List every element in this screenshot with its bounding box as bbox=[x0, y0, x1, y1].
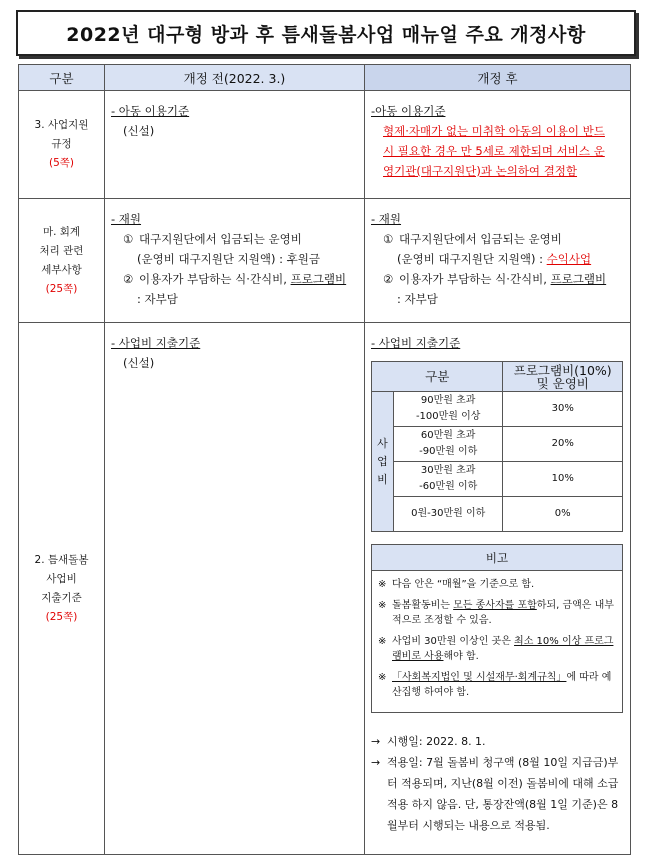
remark-item: ※ 사업비 30만원 이상인 곳은 최소 10% 이상 프로그램비로 사용해야 함. bbox=[378, 636, 614, 662]
page-ref: (25쪽) bbox=[45, 610, 78, 623]
expense-rate-table bbox=[371, 361, 623, 532]
table-row bbox=[19, 91, 631, 199]
row-category: 마. 회계 처리 관련 세부사항 (25쪽) bbox=[19, 199, 105, 323]
rate-row: 사 업 비 90만원 초과 -100만원 이상 30% bbox=[372, 392, 623, 427]
section-heading: - 아동 이용기준 bbox=[111, 104, 190, 118]
revision-table bbox=[18, 64, 631, 855]
row-category: 3. 사업지원 규정 (5쪽) bbox=[19, 91, 105, 199]
remark-item: ※ 「사회복지법인 및 시설재무·회계규칙」에 따라 예산집행 하여야 함. bbox=[378, 672, 612, 698]
rate-header-category: 구분 bbox=[372, 362, 503, 392]
before-cell: - 사업비 지출기준 (신설) bbox=[105, 323, 365, 855]
table-row bbox=[19, 323, 631, 855]
arrow-icon: → bbox=[371, 735, 381, 748]
header-row bbox=[19, 65, 631, 91]
remarks-title: 비고 bbox=[372, 545, 622, 571]
rate-header-rate: 프로그램비(10%) 및 운영비 bbox=[503, 362, 623, 392]
rate-row: 0원-30만원 이하 0% bbox=[372, 497, 623, 532]
remark-item: ※ 돌봄활동비는 모든 종사자를 포함하되, 금액은 내부적으로 조정할 수 있음. bbox=[378, 600, 614, 626]
effective-date: → 시행일: 2022. 8. 1. bbox=[371, 731, 624, 752]
after-cell: - 재원 ① 대구지원단에서 입금되는 운영비 (운영비 대구지원단 지원액) : 수익사업 ② 이용자가 부담하는 식·간식비, 프로그램비 : 자부담 bbox=[365, 199, 631, 323]
section-heading: - 사업비 지출기준 bbox=[371, 336, 461, 350]
section-heading: - 재원 bbox=[111, 212, 142, 226]
arrow-icon: → bbox=[371, 756, 381, 769]
table-row bbox=[19, 199, 631, 323]
application-date: → 적용일: 7월 돌봄비 청구액 (8월 10일 지급금)부터 적용되며, 지난(8월 이전) 돌봄비에 대해 소급적용 하지 않음. 단, 통장잔액(8월 1일 기준)은 8월부터 시행되는 내용으로 적용됨. bbox=[371, 752, 624, 836]
before-cell: - 재원 ① 대구지원단에서 입금되는 운영비 (운영비 대구지원단 지원액) : 후원금 ② 이용자가 부담하는 식·간식비, 프로그램비 : 자부담 bbox=[105, 199, 365, 323]
rate-row: 30만원 초과 -60만원 이하 10% bbox=[372, 462, 623, 497]
section-heading: - 재원 bbox=[371, 212, 402, 226]
rate-row: 60만원 초과 -90만원 이하 20% bbox=[372, 427, 623, 462]
rate-side-label: 사 업 비 bbox=[372, 392, 394, 532]
header-before: 개정 전(2022. 3.) bbox=[105, 65, 365, 91]
document-title: 2022년 대구형 방과 후 틈새돌봄사업 매뉴얼 주요 개정사항 bbox=[16, 10, 636, 56]
section-heading: - 사업비 지출기준 bbox=[111, 336, 201, 350]
after-cell bbox=[365, 323, 631, 855]
header-category: 구분 bbox=[19, 65, 105, 91]
section-heading: -아동 이용기준 bbox=[371, 104, 446, 118]
remark-item: ※ 다음 안은 “매월”을 기준으로 함. bbox=[378, 579, 535, 590]
remarks-box bbox=[371, 544, 623, 713]
page-ref: (25쪽) bbox=[45, 282, 78, 295]
before-cell: - 아동 이용기준 (신설) bbox=[105, 91, 365, 199]
after-cell: -아동 이용기준 형제·자매가 없는 미취학 아동의 이용이 반드 시 필요한 경우 만 5세로 제한되며 서비스 운 영기관(대구지원단)과 논의하여 결정함 bbox=[365, 91, 631, 199]
header-after: 개정 후 bbox=[365, 65, 631, 91]
row-category: 2. 틈새돌봄 사업비 지출기준 (25쪽) bbox=[19, 323, 105, 855]
page-ref: (5쪽) bbox=[48, 157, 75, 169]
effective-notes bbox=[371, 731, 624, 836]
